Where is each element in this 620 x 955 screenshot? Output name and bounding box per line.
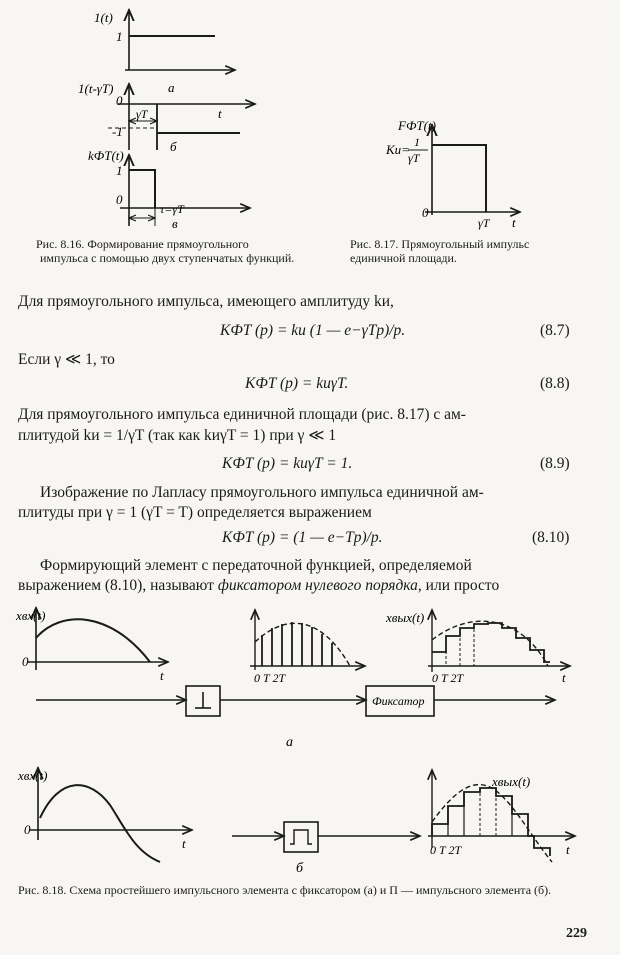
output-signal-plot-b — [428, 770, 575, 862]
label-one: 1 — [116, 29, 123, 44]
figure-8-17 — [385, 118, 520, 230]
label-gT-a: γT — [136, 107, 148, 121]
paragraph-2: Если γ ≪ 1, то — [18, 351, 115, 368]
input-signal-plot-b — [17, 768, 192, 862]
label-zero-b: 0 — [24, 822, 31, 837]
equation-8-9-number: (8.9) — [540, 455, 570, 472]
page-number: 229 — [566, 926, 587, 941]
label-a: а — [168, 80, 175, 95]
label-zero-a: 0 — [22, 654, 29, 669]
label-ki: Kи= — [386, 142, 410, 157]
label-gT-817: γT — [478, 216, 490, 230]
label-FT: FФT(t) — [398, 118, 436, 133]
label-zero-v: 0 — [116, 192, 123, 207]
label-ticks-b-out: 0 T 2T — [430, 843, 462, 857]
pi-element-box — [284, 822, 318, 852]
p5-post: , или просто — [417, 577, 500, 594]
label-kfT: kФT(t) — [88, 148, 124, 163]
label-zero-a: 0 — [116, 93, 123, 108]
label-ticks-a-out: 0 T 2T — [432, 671, 464, 685]
block-diagram-b — [232, 822, 420, 876]
equation-8-10-number: (8.10) — [532, 529, 570, 546]
label-frac-den: γT — [408, 151, 420, 165]
equation-8-8-number: (8.8) — [540, 375, 570, 392]
label-t-a-out: t — [562, 670, 566, 685]
label-t-b: t — [182, 836, 186, 851]
label-t-a: t — [218, 106, 222, 121]
output-signal-plot-a — [385, 610, 570, 685]
step-function-plot — [94, 10, 235, 70]
label-t-817: t — [512, 215, 516, 230]
label-frac-num: 1 — [414, 135, 420, 149]
label-xvx-b: xвх(t) — [18, 768, 48, 783]
equation-8-10: KФT (p) = (1 — e−Tp)/p. — [222, 529, 383, 546]
paragraph-5-line-1: Формирующий элемент с передаточной функцией, определяемой — [40, 557, 472, 574]
label-xvx-a: xвх(t) — [16, 608, 46, 623]
figure-8-18 — [0, 600, 620, 900]
label-t-a: t — [160, 668, 164, 683]
equation-8-7-number: (8.7) — [540, 322, 570, 339]
label-one-v: 1 — [116, 163, 123, 178]
label-b: б — [170, 139, 177, 154]
caption-8-18: Рис. 8.18. Схема простейшего импульсного элемента с фиксатором (а) и П — импульсного элемента (б). — [18, 883, 552, 897]
paragraph-3-line-2: плитудой kи = 1/γT (так как kиγT = 1) при γ ≪ 1 — [18, 427, 337, 444]
p5-pre: выражением (8.10), называют — [18, 577, 218, 594]
label-tau: τ=γT — [160, 202, 184, 216]
equation-8-8: KФT (p) = kиγT. — [245, 375, 349, 392]
caption-8-17: Рис. 8.17. Прямоугольный импульс единичной площади. — [350, 237, 530, 265]
label-xvyx-b: xвых(t) — [492, 774, 531, 789]
input-signal-plot-a — [15, 608, 168, 683]
paragraph-3-line-1: Для прямоугольного импульса единичной площади (рис. 8.17) с ам- — [18, 406, 466, 423]
paragraph-1: Для прямоугольного импульса, имеющего амплитуду kи, — [18, 293, 394, 310]
label-minus1: -1 — [112, 124, 123, 139]
fixator-label: Фиксатор — [372, 694, 425, 708]
label-a-diagram: а — [286, 735, 293, 750]
sampled-signal-plot-a — [250, 610, 365, 685]
shifted-step-plot — [78, 80, 255, 154]
label-t-b-out: t — [566, 842, 570, 857]
label-xvyx-a: xвых(t) — [386, 610, 425, 625]
equation-8-7: KФT (p) = kи (1 — e−γTp)/p. — [220, 322, 406, 339]
caption-8-16: Рис. 8.16. Формирование прямоугольного импульса с помощью двух ступенчатых функций. — [36, 237, 295, 265]
label-ticks-a: 0 T 2T — [254, 671, 286, 685]
equation-8-9: KФT (p) = kиγT = 1. — [222, 455, 353, 472]
p5-emphasis: фиксатором нулевого порядка — [217, 577, 418, 594]
block-diagram-a — [36, 686, 555, 750]
paragraph-4-line-2: плитуды при γ = 1 (γT = T) определяется выражением — [18, 504, 372, 521]
label-v: в — [172, 216, 178, 231]
label-zero-817: 0 — [422, 205, 429, 220]
label-b-diagram: б — [296, 861, 304, 876]
pulse-plot — [88, 148, 250, 231]
label-1t: 1(t) — [94, 10, 113, 25]
label-1t-shift: 1(t-γT) — [78, 81, 114, 96]
paragraph-4-line-1: Изображение по Лапласу прямоугольного импульса единичной ам- — [40, 484, 484, 501]
paragraph-5-line-2 — [18, 576, 499, 596]
